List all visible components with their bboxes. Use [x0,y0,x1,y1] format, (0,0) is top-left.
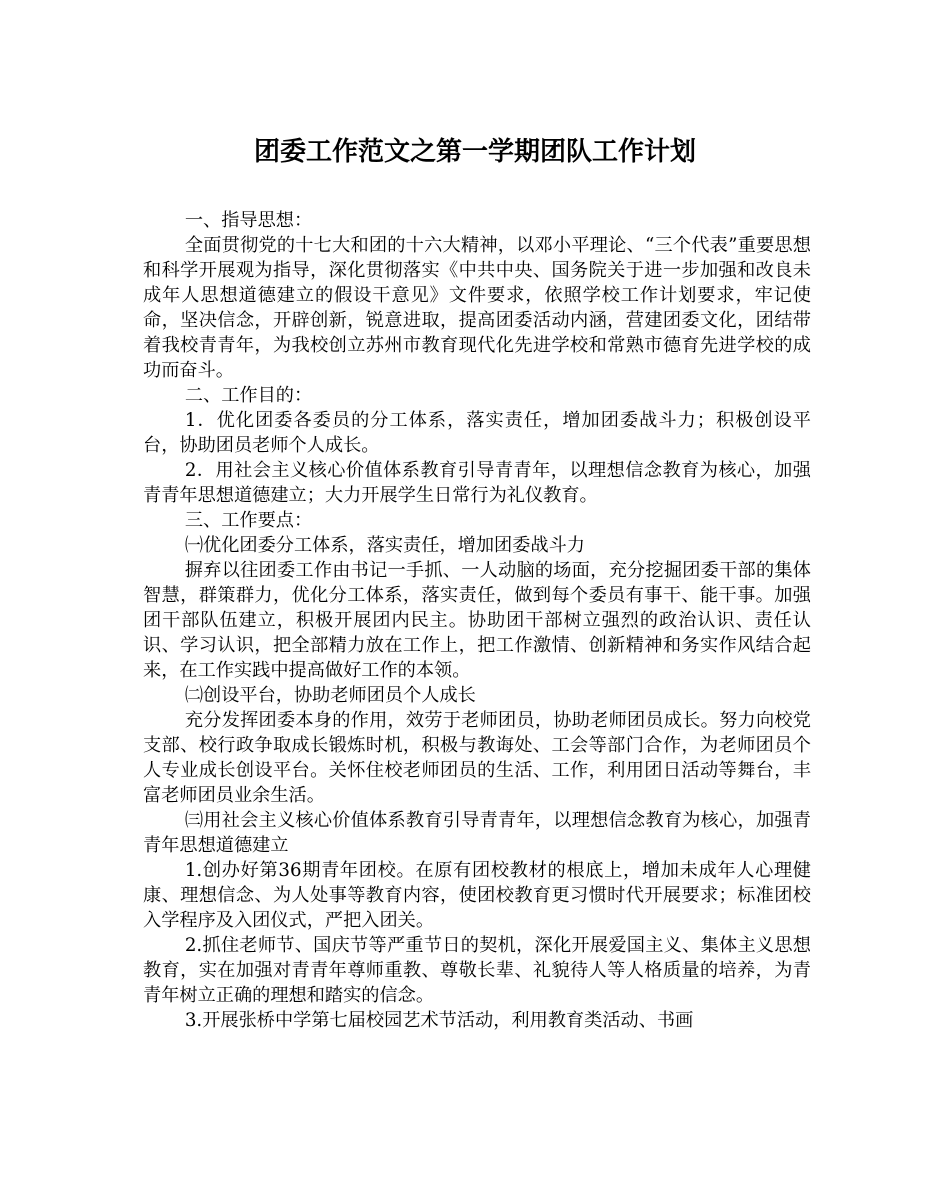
paragraph-item-3: 3.开展张桥中学第七届校园艺术节活动，利用教育类活动、书画 [184,1010,694,1031]
paragraph-item-2: 2.抓住老师节、国庆节等严重节日的契机，深化开展爱国主义、集体主义思想教育，实在加强对青青年尊师重教、尊敬长辈、礼貌待人等人格质量的培养，为青青年树立正确的理想和踏实的信念。 [143,935,811,1006]
paragraph-point-1: 摒弃以往团委工作由书记一手抓、一人动脑的场面，充分挖掘团委干部的集体智慧，群策群力，优化分工体系，落实责任，做到每个委员有事干、能干事。加强团干部队伍建立，积极开展团内民主。协助团干部树立强烈的政治认识、责任认识、学习认识，把全部精力放在工作上，把工作激情、创新精神和务实作风结合起来，在工作实践中提高做好工作的本领。 [143,560,811,681]
subheading-point-2: ㈡创设平台，协助老师团员个人成长 [184,685,476,706]
paragraph-item-1: 1.创办好第36期青年团校。在原有团校教材的根底上，增加未成年人心理健康、理想信念、为人处事等教育内容，使团校教育更习惯时代开展要求；标准团校入学程序及入团仪式，严把入团关。 [143,860,811,931]
paragraph-goal-1: 1．优化团委各委员的分工体系，落实责任，增加团委战斗力；积极创设平台，协助团员老师个人成长。 [143,410,811,456]
section-heading-guiding-thought: 一、指导思想： [184,210,313,231]
section-heading-work-points: 三、工作要点： [184,510,313,531]
section-heading-work-goals: 二、工作目的： [184,385,313,406]
subheading-point-3: ㈢用社会主义核心价值体系教育引导青青年，以理想信念教育为核心，加强青青年思想道德建立 [143,810,811,856]
subheading-point-1: ㈠优化团委分工体系，落实责任，增加团委战斗力 [184,535,585,556]
document-title: 团委工作范文之第一学期团队工作计划 [253,137,696,167]
paragraph-goal-2: 2．用社会主义核心价值体系教育引导青青年，以理想信念教育为核心，加强青青年思想道德建立；大力开展学生日常行为礼仪教育。 [143,460,811,506]
paragraph-guiding-thought: 全面贯彻党的十七大和团的十六大精神，以邓小平理论、“三个代表”重要思想和科学开展观为指导，深化贯彻落实《中共中央、国务院关于进一步加强和改良未成年人思想道德建立的假设干意见》文件要求，依照学校工作计划要求，牢记使命，坚决信念，开辟创新，锐意进取，提高团委活动内涵，营建团委文化，团结带着我校青青年，为我校创立苏州市教育现代化先进学校和常熟市德育先进学校的成功而奋斗。 [143,235,811,381]
document-body [143,208,811,1033]
paragraph-point-2: 充分发挥团委本身的作用，效劳于老师团员，协助老师团员成长。努力向校党支部、校行政争取成长锻炼时机，积极与教诲处、工会等部门合作，为老师团员个人专业成长创设平台。关怀住校老师团员的生活、工作，利用团日活动等舞台，丰富老师团员业余生活。 [143,710,811,806]
